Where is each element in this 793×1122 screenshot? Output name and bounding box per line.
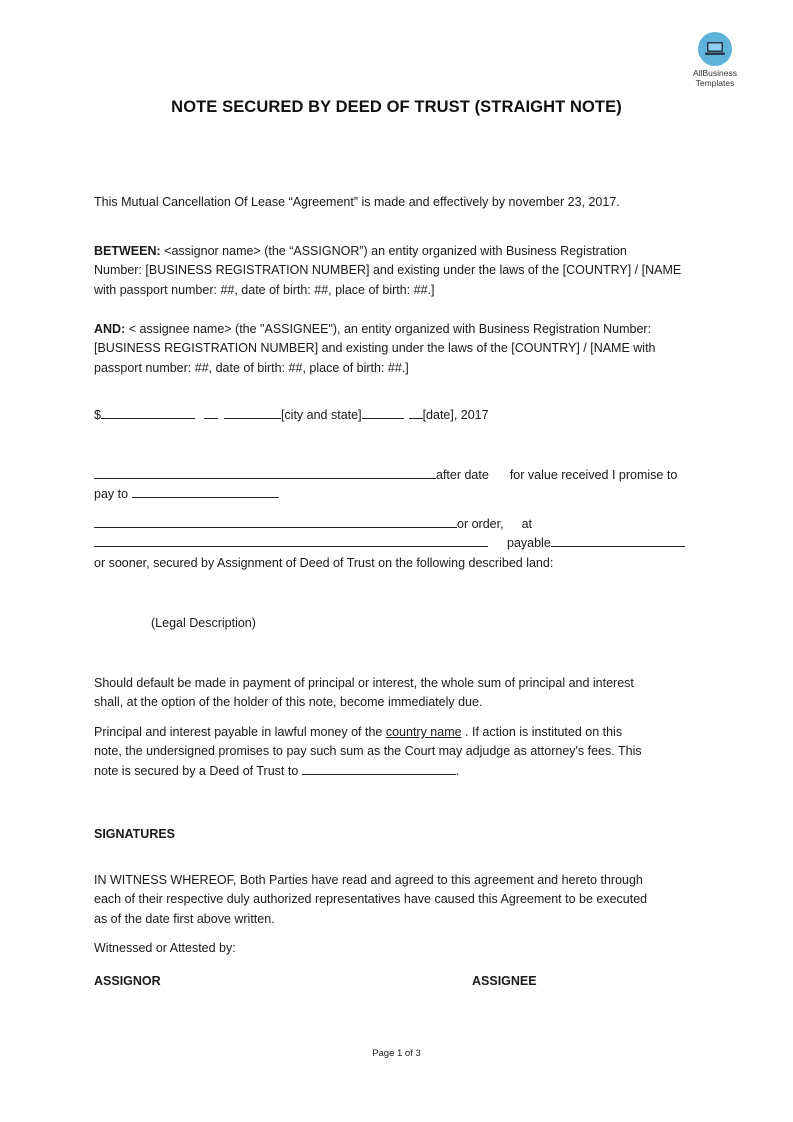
assignee-label: ASSIGNEE [472,974,537,988]
blank [362,406,404,419]
between-label: BETWEEN: [94,244,161,258]
deed-of-trust-blank [302,762,456,775]
amount-blank [101,406,195,419]
logo-text: AllBusiness Templates [693,68,737,88]
order-paragraph: or order, at payable or sooner, secured by Assignment of Deed of Trust on the following described land: [94,515,706,573]
country-name-field: country name [385,725,462,739]
amount-line: $ [city and state] [date], 2017 [94,408,489,422]
blank [94,515,457,528]
blank [94,534,488,547]
document-title: NOTE SECURED BY DEED OF TRUST (STRAIGHT NOTE) [171,98,622,116]
page-number: Page 1 of 3 [372,1048,421,1059]
and-label: AND: [94,322,126,336]
witness-paragraph: IN WITNESS WHEREOF, Both Parties have read and agreed to this agreement and hereto through each of their respective duly authorized representatives have caused this Agreement to be executed as of the date first above written. [94,873,648,926]
promise-paragraph: after date for value received I promise to pay to [94,468,678,502]
default-paragraph: Should default be made in payment of principal or interest, the whole sum of principal and interest shall, at the option of the holder of this note, become immediately due. [94,676,634,710]
principal-paragraph: Principal and interest payable in lawful money of the country name . If action is instituted on this note, the undersigned promises to pay such sum as the Court may adjudge as attorney's fees. This note is secured by a Deed of Trust to . [94,725,642,778]
date-field: [date], 2017 [422,408,489,422]
blank [94,466,436,479]
laptop-icon [698,32,732,66]
between-paragraph: BETWEEN: <assignor name> (the “ASSIGNOR”) an entity organized with Business Registration Number: [BUSINESS REGISTRATION NUMBER] and existing under the laws of the [COUNTRY] / [NAME with passport number: ##, date of birth: ##, place of birth: ##.] [94,244,682,297]
and-paragraph: AND: < assignee name> (the "ASSIGNEE"), an entity organized with Business Registration Number: [BUSINESS REGISTRATION NUMBER] and existing under the laws of the [COUNTRY] / [NAME with passport number: ##, date of birth: ##, place of birth: ##.] [94,322,656,375]
blank [204,406,218,419]
payable-blank [551,534,685,547]
allbusiness-templates-logo [682,32,748,88]
intro-paragraph: This Mutual Cancellation Of Lease “Agreement” is made and effectively by november 23, 2017. [94,195,620,209]
witnessed-by: Witnessed or Attested by: [94,941,236,955]
legal-description: (Legal Description) [151,616,256,630]
city-state-field: [city and state] [280,408,362,422]
blank [224,406,281,419]
assignor-label: ASSIGNOR [94,974,161,988]
pay-to-blank [132,485,279,498]
blank [409,406,423,419]
signatures-heading: SIGNATURES [94,827,176,841]
